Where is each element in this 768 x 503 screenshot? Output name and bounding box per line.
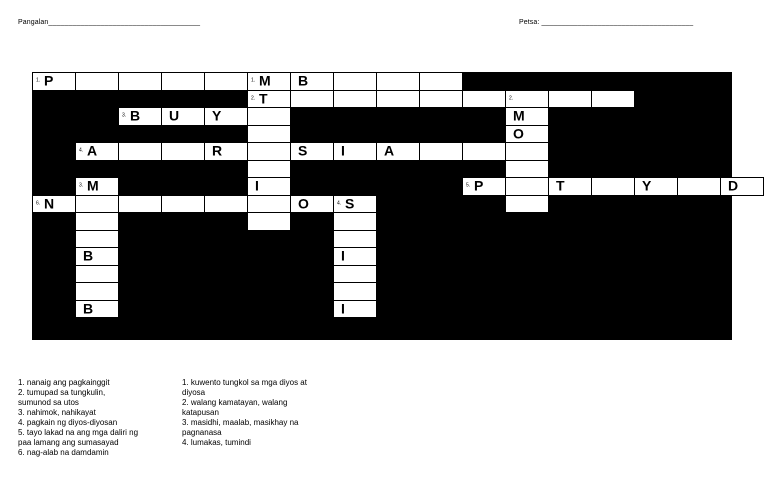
crossword-cell[interactable]	[376, 142, 420, 161]
crossword-cell[interactable]	[75, 177, 119, 196]
crossword-cell[interactable]	[376, 90, 420, 109]
clue-number: 3.	[121, 112, 127, 119]
crossword-cell[interactable]	[548, 177, 592, 196]
crossword-cell[interactable]	[333, 212, 377, 231]
cell-letter: O	[512, 125, 524, 142]
crossword-cell[interactable]	[419, 72, 463, 91]
cell-letter: T	[555, 178, 565, 195]
crossword-cell[interactable]	[333, 142, 377, 161]
cell-letter: U	[168, 108, 180, 125]
crossword-cell[interactable]	[118, 195, 162, 214]
crossword-cell[interactable]	[505, 195, 549, 214]
cell-letter: N	[44, 195, 55, 212]
crossword-cell[interactable]	[333, 72, 377, 91]
crossword-cell[interactable]	[333, 247, 377, 266]
cell-letter: I	[340, 248, 345, 265]
clue-line: 2. tumupad sa tungkulin,	[18, 388, 106, 397]
cell-letter: T	[258, 90, 268, 107]
crossword-cell[interactable]	[591, 177, 635, 196]
cell-letter: R	[211, 143, 223, 160]
cell-letter: M	[86, 178, 99, 195]
crossword-cell[interactable]	[204, 142, 248, 161]
cell-letter: Y	[211, 108, 222, 125]
clue-line: 6. nag-alab na damdamin	[18, 448, 109, 457]
cell-letter: Y	[641, 178, 652, 195]
crossword-cell[interactable]	[333, 230, 377, 249]
crossword-cell[interactable]	[118, 107, 162, 126]
crossword-cell[interactable]	[333, 300, 377, 319]
clue-line: 1. nanaig ang pagkainggit	[18, 378, 110, 387]
crossword-cell[interactable]	[505, 107, 549, 126]
crossword-cell[interactable]	[333, 90, 377, 109]
clue-line: 3. masidhi, maalab, masikhay na	[182, 418, 299, 427]
cell-letter: B	[297, 72, 309, 89]
crossword-cell[interactable]	[333, 195, 377, 214]
crossword-cell[interactable]	[462, 177, 506, 196]
crossword-cell[interactable]	[247, 142, 291, 161]
crossword-cell[interactable]	[161, 107, 205, 126]
crossword-cell[interactable]	[32, 195, 76, 214]
crossword-cell[interactable]	[333, 265, 377, 284]
clue-line: pagnanasa	[182, 428, 222, 437]
clue-line: 2. walang kamatayan, walang	[182, 398, 288, 407]
crossword-cell[interactable]	[505, 177, 549, 196]
clue-number: 4.	[78, 147, 84, 154]
crossword-cell[interactable]	[290, 195, 334, 214]
crossword-cell[interactable]	[118, 142, 162, 161]
crossword-cell[interactable]	[505, 90, 549, 109]
crossword-cell[interactable]	[247, 107, 291, 126]
crossword-cell[interactable]	[204, 107, 248, 126]
crossword-cell[interactable]	[333, 282, 377, 301]
clue-number: 1.	[250, 77, 256, 84]
cell-letter: I	[340, 300, 345, 317]
crossword-cell[interactable]	[118, 72, 162, 91]
crossword-cell[interactable]	[161, 72, 205, 91]
cell-letter: I	[254, 178, 259, 195]
cell-letter: S	[297, 143, 308, 160]
clue-line: paa lamang ang sumasayad	[18, 438, 119, 447]
crossword-cell[interactable]	[75, 72, 119, 91]
crossword-cell[interactable]	[247, 72, 291, 91]
cell-letter: B	[82, 300, 94, 317]
crossword-cell[interactable]	[505, 125, 549, 144]
cell-letter: D	[727, 178, 739, 195]
clue-line: 4. pagkain ng diyos-diyosan	[18, 418, 118, 427]
date-field[interactable]: Petsa: ______________________________________	[519, 19, 694, 26]
cell-letter: P	[44, 72, 54, 89]
cell-letter: P	[473, 178, 484, 195]
clue-line: sumunod sa utos	[18, 398, 79, 407]
clue-number: 3.	[78, 182, 84, 189]
crossword-cell[interactable]	[247, 212, 291, 231]
clues-column-1	[18, 378, 178, 458]
crossword-cell[interactable]	[247, 125, 291, 144]
clue-number: 2.	[508, 95, 514, 102]
crossword-cell[interactable]	[419, 90, 463, 109]
name-field[interactable]: Pangalan______________________________________	[18, 19, 201, 26]
crossword-cell[interactable]	[247, 160, 291, 179]
crossword-cell[interactable]	[75, 265, 119, 284]
crossword-cell[interactable]	[505, 160, 549, 179]
crossword-cell[interactable]	[548, 90, 592, 109]
crossword-cell[interactable]	[591, 90, 635, 109]
crossword-cell[interactable]	[161, 142, 205, 161]
crossword-cell[interactable]	[75, 282, 119, 301]
cell-letter: A	[86, 143, 98, 160]
crossword-cell[interactable]	[247, 177, 291, 196]
crossword-cell[interactable]	[204, 195, 248, 214]
cell-letter: O	[297, 195, 309, 212]
clue-line: 1. kuwento tungkol sa mga diyos at	[182, 378, 307, 387]
clue-line: 4. lumakas, tumindi	[182, 438, 251, 447]
crossword-cell[interactable]	[290, 72, 334, 91]
cell-letter: B	[129, 108, 141, 125]
clue-line: katapusan	[182, 408, 219, 417]
crossword-cell[interactable]	[247, 195, 291, 214]
crossword-grid	[32, 72, 739, 340]
clue-number: 2.	[250, 95, 256, 102]
cell-letter: S	[344, 195, 355, 212]
crossword-cell[interactable]	[376, 72, 420, 91]
crossword-cell[interactable]	[75, 247, 119, 266]
crossword-cell[interactable]	[32, 72, 76, 91]
clue-line: 5. tayo lakad na ang mga daliri ng	[18, 428, 139, 437]
cell-letter: A	[383, 143, 395, 160]
crossword-cell[interactable]	[419, 142, 463, 161]
crossword-cell[interactable]	[634, 177, 678, 196]
crossword-cell[interactable]	[161, 195, 205, 214]
cell-letter: M	[512, 108, 525, 125]
crossword-cell[interactable]	[247, 90, 291, 109]
crossword-cell[interactable]	[505, 142, 549, 161]
cell-letter: M	[258, 72, 271, 89]
crossword-cell[interactable]	[462, 90, 506, 109]
crossword-cell[interactable]	[290, 90, 334, 109]
crossword-cell[interactable]	[720, 177, 764, 196]
crossword-cell[interactable]	[75, 212, 119, 231]
crossword-cell[interactable]	[462, 142, 506, 161]
cell-letter: I	[340, 143, 345, 160]
crossword-cell[interactable]	[204, 72, 248, 91]
clue-number: 1.	[36, 77, 41, 84]
crossword-cell[interactable]	[290, 142, 334, 161]
clue-line: 3. nahimok, nahikayat	[18, 408, 96, 417]
clue-number: 4.	[336, 200, 342, 207]
crossword-cell[interactable]	[75, 230, 119, 249]
crossword-cell[interactable]	[75, 142, 119, 161]
clue-number: 5.	[465, 182, 471, 189]
crossword-cell[interactable]	[677, 177, 721, 196]
cell-letter: B	[82, 248, 94, 265]
crossword-cell[interactable]	[75, 195, 119, 214]
clue-line: diyosa	[182, 388, 206, 397]
clue-number: 6.	[36, 200, 41, 207]
crossword-cell[interactable]	[75, 300, 119, 319]
clues-column-2	[182, 378, 352, 448]
